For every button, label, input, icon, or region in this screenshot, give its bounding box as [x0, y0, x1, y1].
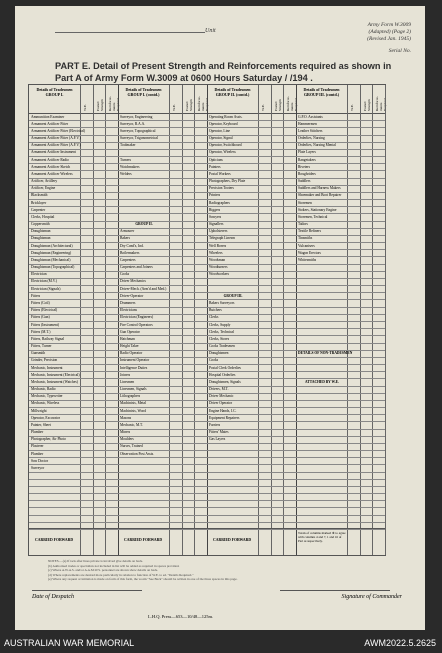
trade-label: Draughtsman [31, 236, 51, 241]
trade-label: Fitters (Coil) [31, 300, 50, 305]
subcolumn-header: Posted Strength [95, 99, 104, 111]
trade-label: Carpenter [31, 207, 46, 212]
watermark-right: AWM2022.5.2625 [364, 638, 436, 648]
trade-label: Drummers [120, 300, 136, 305]
trade-label: Machinists, Wood [120, 408, 146, 413]
trade-label: Height Taker [120, 344, 139, 349]
trade-label: Bakers Surveyors [209, 300, 235, 305]
trade-label: Storemen, Technical [298, 214, 328, 219]
trade-label: Painter, Sheet [31, 422, 51, 427]
trade-label: Driver-Operator [120, 293, 144, 298]
trade-label: Watchmakers [120, 164, 140, 169]
trade-label: Clerks, Supply [209, 322, 231, 327]
trade-label: Ammunition Examiner [31, 114, 65, 119]
trade-label: Draughtsman (Architectural) [31, 243, 73, 248]
form-title-line: (Revised Jan. 1945) [367, 36, 411, 42]
trade-label: Equipment Repairers [209, 415, 240, 420]
signature-of-commander-label: Signature of Commander [341, 594, 402, 600]
trade-label: Armament Artificer Instrument [31, 150, 76, 155]
trade-label: Electricians [120, 308, 137, 313]
trade-label: Photographer, Air Photo [31, 437, 66, 442]
trade-label: Operator, Switchboard [209, 143, 242, 148]
trade-label: GROUP II. [135, 222, 153, 227]
subcolumn-header: Reinforce-ments Required [375, 96, 388, 111]
subcolumn-header: Posted Strength [184, 99, 193, 111]
trade-label: Radiographers [209, 200, 230, 205]
subcolumn-header: Reinforce-ments Required [108, 96, 121, 111]
trade-label: Artificer, Artillery [31, 179, 58, 184]
trade-label: Clerks, Technical [209, 329, 235, 334]
trade-label: Woodsman [209, 257, 226, 262]
trade-label: Bakers [120, 236, 130, 241]
trade-label: Linesmen, Signals [120, 387, 147, 392]
note-line: NOTES.—(a) If tack after lines private is involved give details on back. [48, 559, 143, 563]
trade-label: Storemen [298, 200, 312, 205]
trade-label: Fitters (Instrument) [31, 322, 60, 327]
carried-forward-row [29, 528, 385, 555]
trade-label: Mechanic, Instrument (Watches) [31, 379, 78, 384]
trade-label: Mechanic, Wireless [31, 401, 60, 406]
subcolumn-header: W.E. [172, 104, 176, 111]
trade-label: Fitters [31, 293, 41, 298]
trade-label: Fitters (Electrical) [31, 308, 58, 313]
trade-label: Surveyor, Engineering [120, 114, 153, 119]
part-heading: PART E. Detail of Present Strength and Reinforcements required as shown in Part A of Army Form W.3009 at 0600 Hours Saturday / /194 . [55, 61, 392, 83]
trade-label: Radio Operator [120, 351, 143, 356]
trade-label: Draughtsman (Engineering) [31, 250, 72, 255]
trade-label: GROUP III. [223, 293, 243, 298]
trade-label: Machinists, Metal [120, 401, 146, 406]
unit-line [55, 32, 205, 33]
trade-label: Operator, Keyboard [209, 121, 238, 126]
subcolumn-header: Reinforce-ments Required [197, 96, 210, 111]
trade-label: DETAILS OF NON-TRADESMEN [298, 351, 353, 356]
trade-label: Stokers, Stationary Engine [298, 207, 337, 212]
trade-label: Riveters [298, 164, 310, 169]
trade-label: Gunsmith [31, 351, 46, 356]
trade-label: Draughtsman [31, 229, 51, 234]
form-title-line: (Adapted) (Page 2) [368, 29, 411, 35]
trade-label: Electrician (Signals) [31, 286, 61, 291]
trade-label: Sawyers [209, 214, 222, 219]
trade-label: Armament Artificer Radio [31, 157, 69, 162]
trade-label: Operator, Signal [209, 136, 233, 141]
trade-label: Tailors [298, 222, 308, 227]
trade-label: Shoemaker and Boot Repairer [298, 193, 342, 198]
trade-label: Cooks [209, 358, 219, 363]
trade-label: Driver Mechanics [120, 279, 146, 284]
trade-label: Driver Operator [209, 401, 233, 406]
trade-label: Clerks, Stores [209, 336, 230, 341]
trade-label: Engine Hands, I.C. [209, 408, 237, 413]
trade-label: Mechanic, M.T. [120, 422, 143, 427]
trade-label: Postal Workers [209, 171, 231, 176]
trade-label: Woodworkers [209, 272, 230, 277]
trade-label: Lithographers [120, 394, 141, 399]
trade-label: Armament Artificer Fitter (A.F.V.) [31, 136, 81, 141]
trade-label: Fitters, Railway Signal [31, 336, 65, 341]
subcolumn-header: W.E. [350, 104, 354, 111]
trade-label: Rangetakers [298, 157, 316, 162]
serial-label: Serial No. [388, 48, 411, 54]
trade-label: Operator, Line [209, 128, 231, 133]
notes-block [48, 559, 378, 582]
trade-label: Plumber [31, 451, 44, 456]
trade-label: Plasterer [31, 444, 44, 449]
column-header: Details of Tradesmen GROUP I. [36, 87, 73, 97]
trade-label: Armourer [120, 229, 135, 234]
printer-imprint: L.H.Q. Press—653—10/48—125m. [148, 614, 214, 619]
trade-label: Draughtsman (Mechanical) [31, 257, 71, 262]
trade-label: Armament Artificer Sketch [31, 164, 71, 169]
trade-label: Roughriders [298, 171, 316, 176]
form-title-block [367, 22, 411, 43]
column-header: Details of Tradesmen GROUP III. (contd.) [303, 87, 340, 97]
trade-label: Electrician (Engineers) [120, 315, 154, 320]
trade-label: Millwright [31, 408, 47, 413]
trade-label: Farriers [209, 422, 221, 427]
trade-label: Observation Post Assts. [120, 451, 155, 456]
trade-label: Grinder, Precision [31, 358, 58, 363]
trade-label: Linesmen [120, 379, 135, 384]
trade-label: Signallers [209, 222, 224, 227]
trade-label: Clerks, Hospital [31, 214, 55, 219]
note-line: (d) Where replacements are desired more particularly in relation to function of W.E. to ed. "Details Required." [48, 572, 194, 577]
carried-forward-label: CARRIED FORWARD [213, 538, 252, 542]
trade-label: Electrician (M.V.) [31, 279, 57, 284]
trade-label: Riggers [209, 207, 221, 212]
trade-label: Well Borers [209, 243, 227, 248]
watermark-left: AUSTRALIAN WAR MEMORIAL [4, 638, 135, 648]
trade-label: Printers [209, 193, 221, 198]
trade-label: Upholsterers [209, 229, 228, 234]
trade-label: G.P.O. Assistants [298, 114, 323, 119]
trade-label: Toolmaker [120, 143, 136, 148]
trade-label: Hospital Orderlies [209, 372, 236, 377]
despatch-line [32, 590, 142, 591]
trade-label: Armament Artificer Wireless [31, 171, 73, 176]
trade-label: Textile Refiners [298, 229, 321, 234]
trade-label: Draughtsmen [209, 351, 229, 356]
trade-label: Butchers [209, 308, 222, 313]
date-of-despatch-label: Date of Despatch [32, 594, 74, 600]
trade-label: Surveyor [31, 465, 45, 470]
trade-label: Driver Mechanic [209, 394, 234, 399]
trade-label: Mechanic, Instrument (Electrical) [31, 372, 80, 377]
trade-label: Mechanic, Instrument [31, 365, 63, 370]
trade-label: Fitters (M.T.) [31, 329, 51, 334]
trade-label: Dry Cond's, Ind. [120, 243, 144, 248]
trade-label: Opticians [209, 157, 223, 162]
trade-label: Clerks [209, 315, 219, 320]
trade-label: Operating Room Assts. [209, 114, 243, 119]
trade-label: Wagon Erectors [298, 250, 321, 255]
trade-label: Armament Artificer Fitter (A.F.V.) [31, 143, 81, 148]
trade-label: Surveyor, Trigonometrical [120, 136, 158, 141]
trade-label: Mechanic, Radio [31, 387, 56, 392]
trade-label: ATTACHED BY W.E. [305, 379, 339, 384]
trade-label: Fitters (Gun) [31, 315, 50, 320]
trade-label: Miners [120, 430, 131, 435]
trade-label: Bricklayer [31, 200, 47, 205]
trade-label: Hatchman [120, 336, 135, 341]
trade-label: Drivers, M.T. [209, 387, 229, 392]
trade-label: Photographers, Dry Plate [209, 179, 246, 184]
trade-label: Turners [120, 157, 132, 162]
commander-line [280, 590, 390, 591]
trade-label: Fitters' Mates [209, 430, 229, 435]
trade-label: Gas Layers [209, 437, 226, 442]
trade-label: Intelligence Duties [120, 365, 148, 370]
trade-label: Surveyor, Topographical [120, 128, 156, 133]
trade-label: Coppersmith [31, 222, 50, 227]
trade-label: Whitesmiths [298, 257, 317, 262]
note-line: (b) Authorised trades or specialists not included in list will be added as required in spaces provided. [48, 563, 180, 568]
trade-label: Postal Clerk Orderlies [209, 365, 241, 370]
trade-label: Boilermakers [120, 250, 140, 255]
trade-label: Draughtsmen, Signals [209, 379, 241, 384]
subcolumn-header: Reinforce-ments Required [286, 96, 299, 111]
trade-label: Cooks [120, 272, 130, 277]
trade-label: Tinsmiths [298, 236, 313, 241]
trade-label: Gun Operator [120, 329, 140, 334]
trade-label: Moulders [120, 437, 134, 442]
trade-label: Telegraph Linesm [209, 236, 235, 241]
note-line: (e) Where any request or initiation is made on form of this form, the words "See Back" should be written in one of the three spaces in this page. [48, 577, 238, 582]
form-title-line: Army Form W.3009 [367, 22, 411, 28]
trade-label: Blacksmith [31, 193, 48, 198]
carried-forward-label: CARRIED FORWARD [124, 538, 163, 542]
totals-note: Totals of columns marked ✻ to agree with columns 4 and 7, 1 and 16 of Part A respectively. [298, 531, 346, 543]
strength-table [28, 84, 386, 556]
trade-label: Saw Doctor [31, 458, 49, 463]
trade-label: Driver-Mech. (Arm'd and Med.) [120, 286, 167, 291]
trade-label: Wheelers [209, 250, 223, 255]
trade-label: Orderlies, Nursing [298, 136, 325, 141]
note-line: (c) Where A.W.A.S. and/or A.A.M.W.S. personnel are shown show details on back. [48, 568, 159, 573]
trade-label: Mechanic, Typewriter [31, 394, 63, 399]
trade-label: Artificer, Engine [31, 186, 56, 191]
subcolumn-header: Posted Strength [362, 99, 371, 111]
trade-label: Vulcanisers [298, 243, 315, 248]
trade-label: Hammermen [298, 121, 317, 126]
trade-label: Operator, Wireless [209, 150, 236, 155]
trade-label: Fitters, Turner [31, 344, 52, 349]
trade-label: Nurses, Trained [120, 444, 143, 449]
trade-label: Surveyor, R.A.A. [120, 121, 146, 126]
trade-label: Instrument Operator [120, 358, 150, 363]
trade-label: Welders [120, 171, 132, 176]
trade-label: Plumber [31, 430, 44, 435]
carried-forward-label: CARRIED FORWARD [35, 538, 74, 542]
trade-label: Joiners [120, 372, 131, 377]
trade-label: Masons [120, 415, 132, 420]
trade-label: Orderlies, Nursing Mental [298, 143, 336, 148]
trade-label: Leather Stitchers [298, 128, 323, 133]
trade-label: Plate Layers [298, 150, 316, 155]
unit-label: Unit [205, 28, 216, 34]
trade-label: Draughtsman (Topographical) [31, 265, 75, 270]
trade-label: Painters [209, 164, 221, 169]
subcolumn-header: Posted Strength [273, 99, 282, 111]
trade-label: Precision Tooters [209, 186, 234, 191]
trade-label: Carpenters and Joiners [120, 265, 153, 270]
trade-label: Saddlers [298, 179, 311, 184]
trade-label: Cooks Tradesmen [209, 344, 235, 349]
trade-label: Woodturners [209, 265, 228, 270]
column-header: Details of Tradesmen GROUP II. (contd.) [214, 87, 251, 97]
column-header: Details of Tradesmen GROUP I. (contd.) [125, 87, 162, 97]
subcolumn-header: W.E. [261, 104, 265, 111]
trade-label: Saddlers and Harness Makers [298, 186, 341, 191]
trade-label: Operator, Excavator [31, 415, 60, 420]
trade-label: Armament Artificer Fitter (Electrical) [31, 128, 86, 133]
trade-label: Carpenters [120, 257, 136, 262]
trade-label: Fire Control Operators [120, 322, 153, 327]
subcolumn-header: W.E. [83, 104, 87, 111]
trade-label: Armament Artificer Fitter [31, 121, 69, 126]
trade-label: Electrician [31, 272, 47, 277]
